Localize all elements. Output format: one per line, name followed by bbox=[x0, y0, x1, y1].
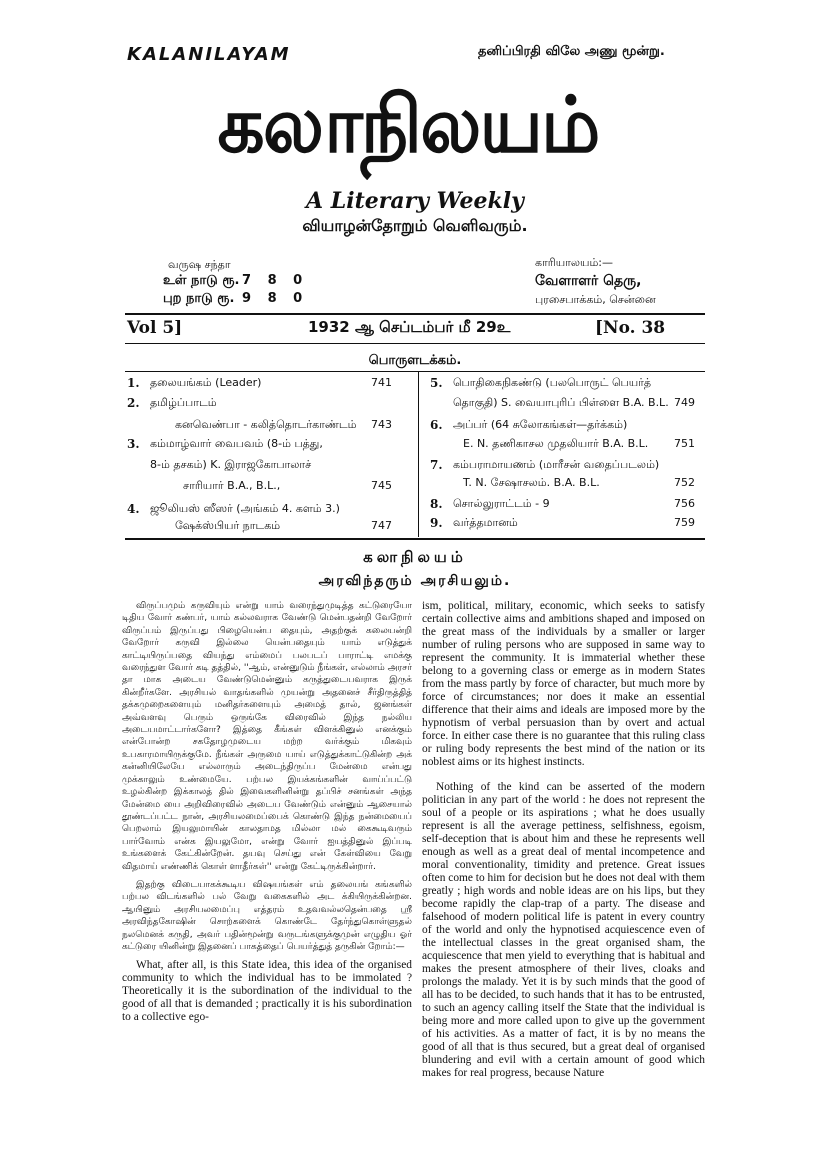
toc-text: அப்பர் (64 சுலோகங்கள்—தர்க்கம்) bbox=[453, 418, 628, 431]
toc-page: 741 bbox=[371, 376, 392, 389]
price-note: தனிப்பிரதி விலே அணு மூன்று. bbox=[478, 44, 665, 59]
toc-item[interactable] bbox=[127, 502, 140, 517]
toc-page: 745 bbox=[371, 479, 392, 492]
article-quote: ism, political, military, economic, which seeks to satisfy certain collective aims and ambitions shaped and imposed on the great mass of the individuals by a smaller or larger number of ruling persons who are supposed in same way to represent the community. It is immaterial whether these belong to a governing class or emerge as in modern States from the mass partly by force of character, but much more by force of circumstances; nor does it make an essential difference that their aims and ideals are imposed more by the hypnotism of verbal persuasion than by overt and actual force. In either case there is no guarantee that this ruling class or ruling body represents the best mind of the nation or its noblest aims or its highest instincts. bbox=[422, 600, 705, 768]
toc-number: 3. bbox=[127, 437, 140, 451]
contents-title: பொருளடக்கம். bbox=[368, 353, 462, 368]
toc-text: கம்பராமாயணம் (மாரீசன் வதைப்படலம்) bbox=[453, 458, 660, 471]
toc-text: கனவெண்பா - கலித்தொடர்காண்டம் bbox=[175, 418, 357, 431]
issue-bar-rule-bottom bbox=[125, 343, 705, 344]
contents-rule-top bbox=[125, 371, 705, 372]
toc-page: 743 bbox=[371, 418, 392, 431]
toc-item[interactable] bbox=[430, 376, 443, 391]
weekly-subtitle-tamil: வியாழன்தோறும் வெளிவரும். bbox=[302, 216, 528, 235]
toc-item[interactable] bbox=[127, 376, 140, 391]
article-quote: What, after all, is this State idea, this idea of the organised community to which the individual has to be immolated ? Theoretically it is the subordination of the individual to the good of all that is demanded ; practically it is his subordination to a collective ego- bbox=[122, 959, 412, 1024]
masthead-title: கலாநிலயம் bbox=[217, 79, 599, 171]
subscription-label: வருஷ சந்தா bbox=[168, 258, 231, 271]
toc-page: 751 bbox=[674, 437, 695, 450]
toc-number: 1. bbox=[127, 376, 140, 390]
article-paragraph: இதற்கு விடையாகக்கூடிய விஷயங்கள் எம் தலையங் கங்களில் பற்பல விடங்களில் பல் வேறு வகைகளில் அட க்கியிருக்கின்றன. ஆயினும் அரசியலமைப்பு எத்தரம் உதவவல்லதென்பதை ஸ்ரீ அரவிந்தகோஷின் சொற்களைக் கொண்டே தேர்ந்துகொள்ளுதல் நலமெனக் கருதி, அவர் பதின்மூன்று வருடங்களுக்குமுன் எழுதிய ஓர் கட்டுரை யினின்று இதனைப் பாகத்தைப் பெயர்த்துத் தருகின் றோம்:— bbox=[122, 879, 412, 952]
article-title: கலாநிலயம் bbox=[363, 548, 467, 566]
toc-text: தமிழ்ப்பாடம் bbox=[150, 396, 217, 409]
contents-column-divider bbox=[418, 372, 419, 537]
foreign-label: புற நாடு ரூ. bbox=[163, 291, 235, 306]
article-subtitle: அரவிந்தரும் அரசியலும். bbox=[318, 573, 512, 589]
toc-item[interactable] bbox=[430, 418, 443, 433]
toc-page: 756 bbox=[674, 497, 695, 510]
toc-item[interactable] bbox=[127, 437, 140, 452]
article-quote: Nothing of the kind can be asserted of the modern politician in any part of the world : he does not represent the soul of a people or its aspirations ; what he does usually represent is all the average pettiness, selfishness, egoism, self-deception that is about him and these he represents well enough as well as a great deal of mental incompetence and moral conventionality, timidity and pretence. Great issues often come to him for decision but he does not deal with them greatly ; high words and noble ideas are on his lips, but they become rapidly the clap-trap of a party. The disease and falsehood of modern political life is patent in every country of the world and only the hypnotised acquiescence even of the intellectual classes in the great organised sham, the acquiescence that men yield to everything that is habitual and makes the present atmosphere of their lives, cloaks and prolongs the malady. Yet it is by such minds that the good of all has to be decided, to such hands that it has to be entrusted, to such an agency calling itself the State that the individual is being more and more called upon to give up the government of his activities. As a matter of fact, it is by no means the good of all that is thus secured, but a great deal of organised blundering and evil with a certain amount of good which makes for real progress, because Nature bbox=[422, 781, 705, 1079]
toc-text: பொதிகைநிகண்டு (பலபொருட் பெயர்த் bbox=[453, 376, 652, 389]
toc-page: 747 bbox=[371, 519, 392, 532]
toc-item[interactable] bbox=[430, 458, 443, 473]
toc-text: தலையங்கம் (Leader) bbox=[150, 376, 262, 389]
weekly-subtitle: A Literary Weekly bbox=[306, 188, 524, 214]
toc-page: 752 bbox=[674, 476, 695, 489]
issue-number: [No. 38 bbox=[595, 318, 666, 338]
issue-date: 1932 ஆ செப்டம்பர் மீ 29உ bbox=[308, 318, 511, 336]
toc-number: 4. bbox=[127, 502, 140, 516]
office-label: காரியாலயம்:— bbox=[535, 256, 613, 269]
contents-rule-bottom bbox=[125, 538, 705, 540]
toc-text: தொகுதி) S. வையாபுரிப் பிள்ளை B.A. B.L. bbox=[453, 396, 669, 409]
article-column-left bbox=[122, 600, 412, 1030]
issue-bar-rule-top bbox=[125, 313, 705, 315]
toc-number: 2. bbox=[127, 396, 140, 410]
toc-text: E. N. தணிகாசல முதலியார் B.A. B.L. bbox=[463, 437, 649, 450]
inland-value: 7 8 0 bbox=[242, 273, 309, 288]
toc-text: ஷேக்ஸ்பியர் நாடகம் bbox=[175, 519, 281, 532]
foreign-value: 9 8 0 bbox=[242, 291, 309, 306]
toc-text: சொல்லுராட்டம் - 9 bbox=[453, 497, 550, 510]
toc-number: 9. bbox=[430, 516, 443, 530]
article-paragraph: விருப்பமும் கருவியும் என்று யாம் வரைந்துமுடித்த கட்டுரையோ டிதிய வோர் கண்பர், யாம் கல்லவராக வேண்டு மென்பதன்றி வேறோர் விருப்பம் இருப்பது பிழையென்ப தையும், அதற்குக் கலையன்றி வேறோர் கருவி இல்லை யென்பதையும் யாம் எடுத்துக் காட்டியிருப்பதை வியந்து எம்மைப் பலபடப் பாராட்டி எமக்கு வரைந்துள வோர் கடி தத்தில், ''ஆம், என்னுடும் நீங்கள், எல்லாம் அரசர் தா மாக அடைய வேண்டுமென்னும் கருத்துடையவராக இருக் கின்றீர்களே. அரசியல் வாதங்களில் முயன்று அதனைச் சீர்திருத்தித் தக்கமுறைகளையும் மனிதர்களையும் அமைத் தால், ஜனங்கள் அவ்வளவு பெரும் ஒருங்கே விரைவில் இந்த நல்லிய அடையமாட்டார்களோ? இத்தை கீங்கள் விளக்கினுல் எனக்கும் என்போன்ற சகதோழமுடைய மற்ற வர்க்கும் மிகவும் உபகாரமாயிருக்குமே. நீங்கள் அருமை யாய் எடுத்துக்காட்டுகின்ற அக் கன்னியிலேயே எல்லாரும் அடைந்திருப்ப மேன்மை என்பது முக்காலும் உண்மையே. பற்பல இயக்கங்களின் வாய்ப்பட்டு உழல்கின்ற இக்காலத் தில் இவைகளினின்று தப்பிச் சனங்கள் அந்த மேன்மை யை அறிவிரைவில் அடைய வேண்டும் என்னும் ஆசையால் தூண்டப்பட்ட நான், அரசியலமைப்பைக் கொண்டு இந்த நன்மையைப் பெறலாம் இயலுமாயின் காலதாமத மில்லா மல் கைகூடிவரும் பார்வோம் என்க இயலுமோ, என்று வோர் ஐயத்தினுல் இப்படி உங்களைக் கேட்கின்றேன். தயவு செய்து என் கேள்வியை வேறு விதமாய் எண்ணிக் கொள் ளாதீர்கள்'' என்று கேட்டிருக்கின்றார். bbox=[122, 601, 412, 872]
article-column-right bbox=[422, 600, 705, 1086]
toc-number: 5. bbox=[430, 376, 443, 390]
toc-item[interactable] bbox=[127, 396, 140, 411]
toc-item[interactable] bbox=[430, 516, 443, 531]
inland-label: உள் நாடு ரூ. bbox=[163, 273, 240, 288]
toc-text: T. N. சேஷாசலம். B.A. B.L. bbox=[463, 476, 600, 489]
office-locality: புரசைபாக்கம், சென்னை bbox=[535, 293, 656, 306]
toc-page: 749 bbox=[674, 396, 695, 409]
toc-page: 759 bbox=[674, 516, 695, 529]
brand-name: KALANILAYAM bbox=[127, 44, 291, 65]
toc-number: 8. bbox=[430, 497, 443, 511]
toc-text: சாரியார் B.A., B.L., bbox=[183, 479, 281, 492]
toc-text: வர்த்தமானம் bbox=[453, 516, 518, 529]
volume-label: Vol 5] bbox=[127, 318, 183, 338]
toc-number: 7. bbox=[430, 458, 443, 472]
toc-item[interactable] bbox=[430, 497, 443, 512]
toc-text: கம்மாழ்வார் வைபவம் (8-ம் பத்து, bbox=[150, 437, 323, 450]
toc-text: 8-ம் தசகம்) K. இராஜகோபாலாச் bbox=[150, 458, 312, 471]
toc-text: ஜூலியஸ் ஸீஸர் (அங்கம் 4. களம் 3.) bbox=[150, 502, 340, 515]
office-street: வேளாளர் தெரு, bbox=[535, 273, 642, 289]
toc-number: 6. bbox=[430, 418, 443, 432]
